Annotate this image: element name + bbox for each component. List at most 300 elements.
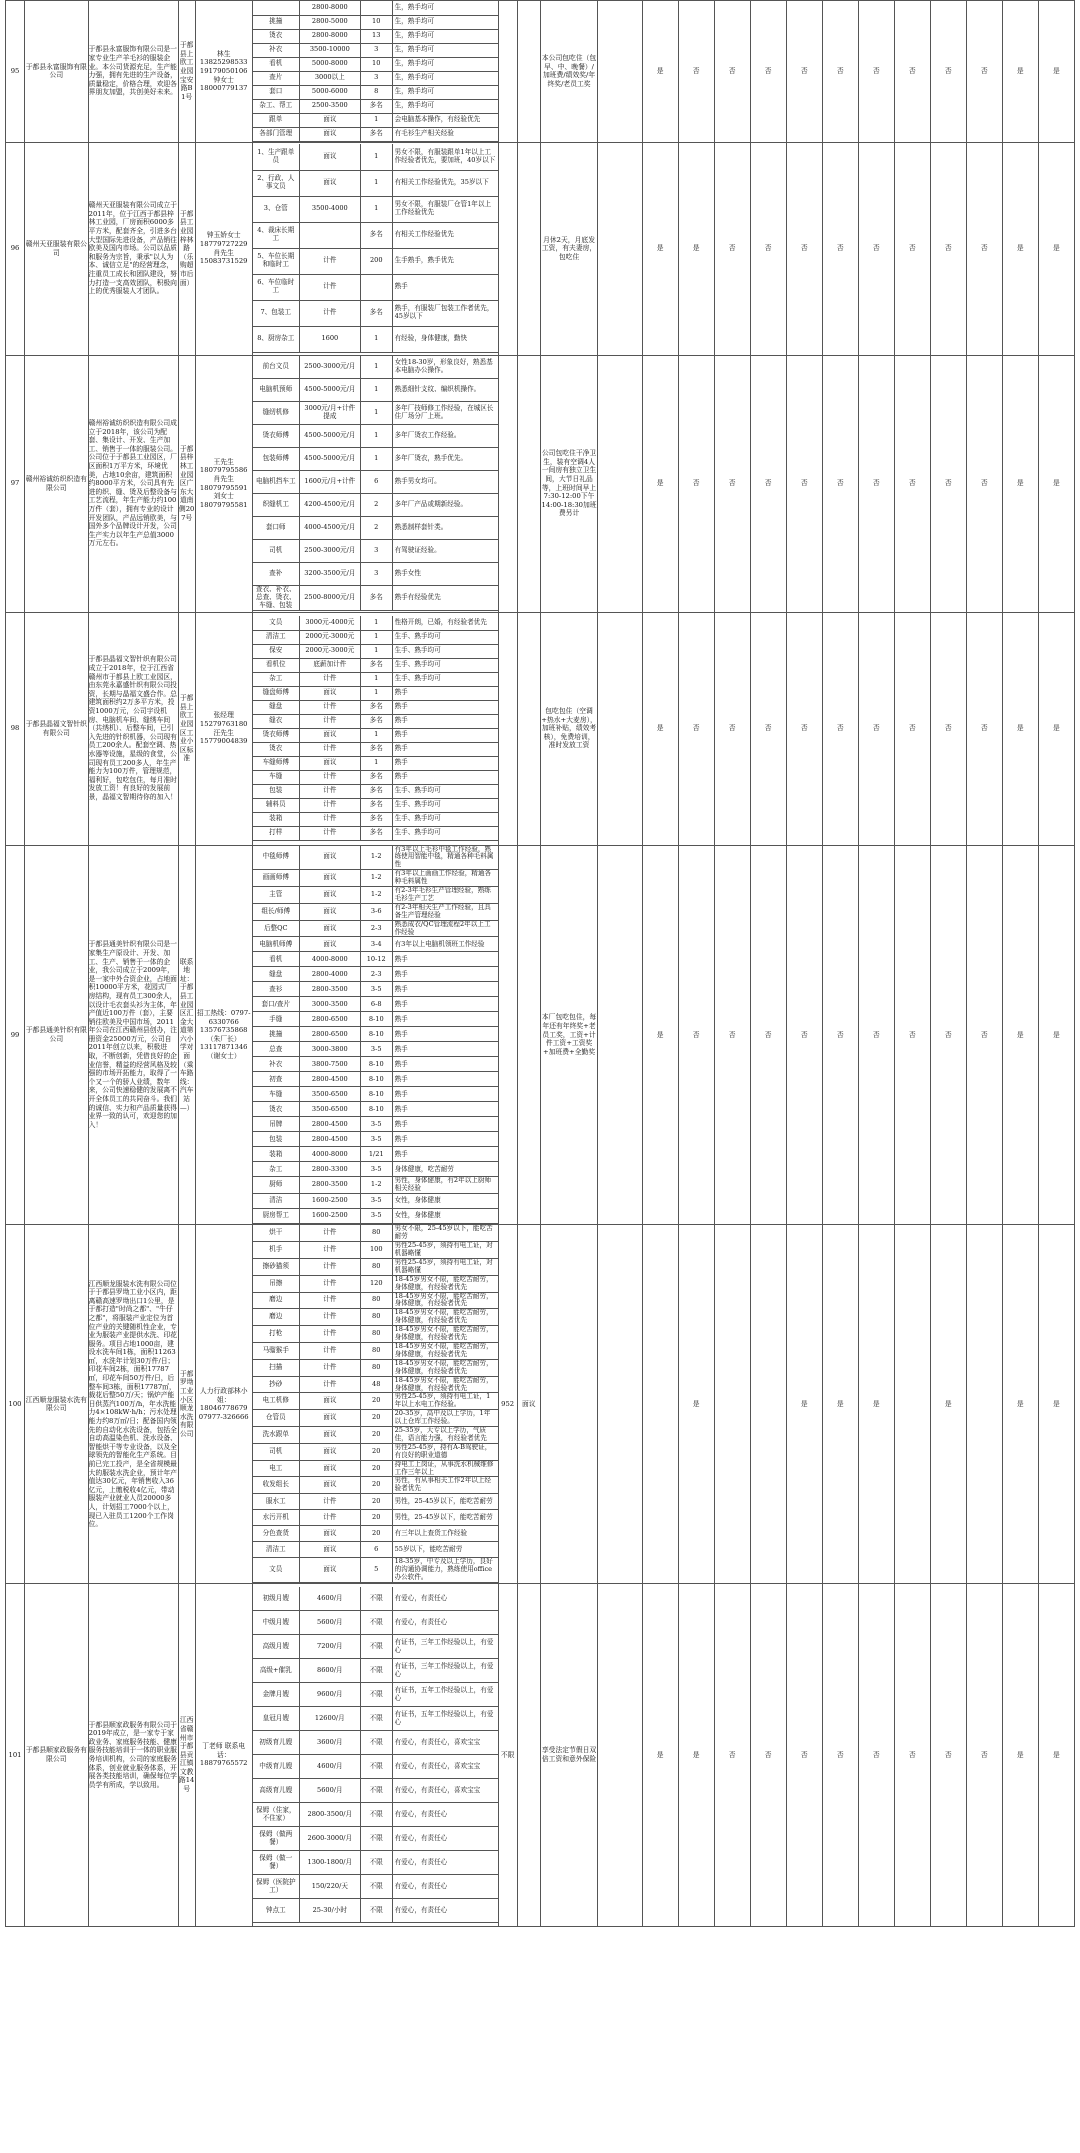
job-headcount: 多名 [360, 770, 392, 784]
flag-cell-5: 否 [786, 845, 822, 1225]
job-pay: 2500-8000元/月 [299, 586, 360, 611]
flag-cell-1: 是 [642, 1584, 678, 1927]
job-row [253, 1707, 498, 1731]
flag-cell-9: 否 [930, 355, 966, 612]
job-requirement: 有毛衫生产相关经验 [392, 127, 498, 141]
job-headcount: 10 [360, 57, 392, 71]
job-pay: 面议 [299, 113, 360, 127]
company-address: 于都县上欧工业园宝安路B1号 [178, 1, 195, 143]
job-requirement: 熟悉成衣/QC管理流程2年以上工作经验 [392, 920, 498, 937]
job-row [253, 1042, 498, 1057]
job-pay: 2600-3000/月 [299, 1827, 360, 1851]
job-pay: 7200/月 [299, 1635, 360, 1659]
flag-cell-5: 否 [786, 355, 822, 612]
job-headcount: 10 [360, 15, 392, 29]
job-pay: 计件 [299, 1359, 360, 1376]
job-title: 仓管员 [253, 1410, 299, 1427]
blank-column [598, 355, 642, 612]
welfare-benefits [540, 1225, 597, 1584]
job-row [253, 1611, 498, 1635]
job-title: 电工机修 [253, 1393, 299, 1410]
job-headcount: 不限 [360, 1875, 392, 1899]
job-list [252, 1, 498, 143]
job-title: 金牌月嫂 [253, 1683, 299, 1707]
job-row [253, 1012, 498, 1027]
job-pay: 面议 [299, 728, 360, 742]
job-title: 皇冠月嫂 [253, 1707, 299, 1731]
salary-note [517, 1, 540, 143]
job-pay: 25-30/小时 [299, 1899, 360, 1923]
job-row [253, 937, 498, 952]
job-title: 机手 [253, 1242, 299, 1259]
job-headcount: 不限 [360, 1587, 392, 1611]
job-requirement: 18-45岁男女不限，能吃苦耐劳，身体健康，有经验者优先 [392, 1309, 498, 1326]
job-row [253, 448, 498, 471]
job-requirement: 18-45岁男女不限，能吃苦耐劳，身体健康，有经验者优先 [392, 1359, 498, 1376]
job-pay: 2500-3000元/月 [299, 540, 360, 563]
job-requirement: 有3年以上画画工作经验，精通各种毛料属性 [392, 870, 498, 887]
job-requirement: 熟手 [392, 714, 498, 728]
job-requirement: 有驾驶证经验。 [392, 540, 498, 563]
job-requirement: 生，熟手均可 [392, 85, 498, 99]
job-row [253, 1427, 498, 1444]
job-pay: 计件 [299, 784, 360, 798]
company-intro: 赣州天亚服装有限公司成立于2011年，位于江西于都县梓林工业园，厂房面积6000多平方米，配套齐全，引进多台大型国际先进设备，产品销往欧美及国内市场。公司以品质和服务为宗旨，秉承"以人为本、诚信立足"的经营理念，注重员工成长和团队建设，努力打造一支高效团队，积极向上的优秀服装人才团队。 [88, 142, 178, 355]
job-row [253, 1162, 498, 1177]
job-title: 杂工 [253, 672, 299, 686]
job-title: 马骝猴手 [253, 1342, 299, 1359]
flag-cell-9: 否 [930, 142, 966, 355]
flag-cell-4: 否 [750, 845, 786, 1225]
job-pay: 5600/月 [299, 1779, 360, 1803]
job-title: 抄砂 [253, 1376, 299, 1393]
job-title: 看机位 [253, 658, 299, 672]
job-headcount: 80 [360, 1225, 392, 1241]
job-headcount: 3 [360, 43, 392, 57]
job-table [253, 846, 498, 1225]
company-intro: 江西顺龙服装水洗有限公司位于于都县罗坳工业小区内，距离赣高速罗坳出口1公里，是于都打造"时尚之都"、"牛仔之都"，将服装产业定位为首位产业的关键随机性企业，专业为服装产业提供水洗、印花服务。项目占地1000亩，建设水洗车间1栋，面积11263㎡，水洗年计划30万件/日；印花车间2栋，面积17787㎡，印花车间50万件/日，后整车间3栋，面积17787㎡，裁花后整50万/天；锅炉产能日供蒸汽100万/h，年水洗能力4×108kW·h/h；污水处理能力约8万㎡/日；配备国内领先的自动化水洗设备，包括全自动高温染色机、洗水设备、智能烘干等专业设备，以及全球领先的智能化生产系统。目前已完工投产，是全省规模最大的服装水洗企业，预计年产值达30亿元，年销售收入36亿元，上缴税收4亿元，带动服装产业就业人员20000多人，计划招工7000个以上，现已入驻员工1200个工作岗位。 [88, 1225, 178, 1584]
job-row [253, 870, 498, 887]
flag-cell-3: 否 [714, 142, 750, 355]
flag-cell-8: 否 [894, 142, 930, 355]
job-row [253, 1, 498, 15]
job-title: 2、行政、人事文员 [253, 170, 299, 196]
job-pay: 3500-6500 [299, 1102, 360, 1117]
job-row [253, 756, 498, 770]
job-title: 烫衣 [253, 742, 299, 756]
job-row [253, 1875, 498, 1899]
company-address: 于都县工业园梓林路（乐购超市后面） [178, 142, 195, 355]
job-pay: 2500-3000元/月 [299, 356, 360, 379]
job-requirement: 18-35岁，中专及以上学历，良好的沟通协调能力，熟练使用office办公软件。 [392, 1558, 498, 1583]
job-requirement: 生手、熟手均可 [392, 798, 498, 812]
blank-column [598, 1225, 642, 1584]
job-headcount: 3-5 [360, 1194, 392, 1209]
job-headcount [360, 274, 392, 300]
job-table [253, 144, 498, 353]
flag-cell-11: 是 [1002, 1584, 1038, 1927]
job-headcount: 1 [360, 448, 392, 471]
job-requirement: 多年厂烫衣工作经验。 [392, 425, 498, 448]
job-headcount: 1-2 [360, 870, 392, 887]
welfare-benefits: 月休2天，月底发工资，有夫妻房，包吃住 [540, 142, 597, 355]
job-pay: 计件 [299, 1510, 360, 1526]
job-pay: 2800-3500 [299, 1177, 360, 1194]
job-row [253, 1057, 498, 1072]
job-requirement: 18-45岁男女不限，能吃苦耐劳，身体健康，有经验者优先 [392, 1275, 498, 1292]
job-title: 初查 [253, 1072, 299, 1087]
job-title: 辅料员 [253, 798, 299, 812]
job-title: 手缝 [253, 1012, 299, 1027]
flag-cell-1: 是 [642, 355, 678, 612]
job-title: 打枪 [253, 1326, 299, 1343]
total-headcount [498, 142, 517, 355]
job-headcount: 2-3 [360, 967, 392, 982]
total-headcount [498, 612, 517, 845]
job-headcount: 不限 [360, 1635, 392, 1659]
job-pay: 9600/月 [299, 1683, 360, 1707]
job-list [252, 142, 498, 355]
job-requirement: 熟手有经验优先 [392, 586, 498, 611]
job-row [253, 1635, 498, 1659]
job-row [253, 29, 498, 43]
job-row [253, 1359, 498, 1376]
job-row [253, 1526, 498, 1542]
job-requirement: 熟手 [392, 274, 498, 300]
job-requirement: 18-45岁男女不限，能吃苦耐劳，身体健康，有经验者优先 [392, 1292, 498, 1309]
job-pay: 5600/月 [299, 1611, 360, 1635]
flag-cell-2: 否 [678, 1, 714, 143]
job-headcount: 多名 [360, 586, 392, 611]
job-row [253, 1326, 498, 1343]
job-row [253, 1072, 498, 1087]
job-pay: 面议 [299, 686, 360, 700]
job-row [253, 1899, 498, 1923]
job-pay: 计件 [299, 274, 360, 300]
job-row [253, 728, 498, 742]
job-row [253, 1194, 498, 1209]
job-requirement: 生，熟手均可 [392, 15, 498, 29]
job-title: 司机 [253, 1443, 299, 1460]
job-requirement: 有2-3年相关生产工作经验，且具备生产管理经验 [392, 903, 498, 920]
job-headcount: 80 [360, 1309, 392, 1326]
flag-cell-12: 是 [1038, 612, 1074, 845]
job-requirement: 男性，身体健康，有2年以上厨师相关经验 [392, 1177, 498, 1194]
job-headcount: 1 [360, 630, 392, 644]
job-row [253, 1209, 498, 1224]
job-title: 装箱 [253, 1147, 299, 1162]
job-title: 套口/查片 [253, 997, 299, 1012]
job-row [253, 997, 498, 1012]
job-title: 清洁 [253, 1194, 299, 1209]
company-row [6, 845, 1075, 1225]
blank-column [598, 1, 642, 143]
job-headcount: 8-10 [360, 1012, 392, 1027]
job-headcount: 多名 [360, 714, 392, 728]
job-row [253, 826, 498, 840]
job-requirement: 熟手 [392, 1132, 498, 1147]
company-name: 赣州天亚服装有限公司 [25, 142, 89, 355]
flag-cell-2: 是 [678, 142, 714, 355]
flag-cell-6: 否 [822, 142, 858, 355]
job-row [253, 1087, 498, 1102]
job-requirement: 男女不限，有服装厂仓管1年以上工作经验优先 [392, 196, 498, 222]
job-title: 3、仓管 [253, 196, 299, 222]
job-list [252, 355, 498, 612]
contact-info: 招工热线：0797-6330766 13576735868（朱厂长） 13117871346（谢女士） [195, 845, 252, 1225]
flag-cell-1: 是 [642, 612, 678, 845]
flag-cell-4: 否 [750, 1584, 786, 1927]
job-row [253, 1410, 498, 1427]
job-title: 打样 [253, 826, 299, 840]
flag-cell-7: 是 [858, 1225, 894, 1584]
job-headcount: 100 [360, 1242, 392, 1259]
flag-cell-4: 否 [750, 1, 786, 143]
job-pay: 2000元-3000元 [299, 630, 360, 644]
flag-cell-10 [966, 1225, 1002, 1584]
job-title: 洗水跟单 [253, 1427, 299, 1444]
job-headcount: 多名 [360, 812, 392, 826]
job-pay: 2800-6500 [299, 1012, 360, 1027]
job-headcount: 不限 [360, 1659, 392, 1683]
job-pay: 2800-3500/月 [299, 1803, 360, 1827]
job-table [253, 1225, 498, 1583]
job-row [253, 1477, 498, 1494]
contact-info: 人力行政部林小姐：18046778679 07977-326666 [195, 1225, 252, 1584]
job-title: 杂工 [253, 1162, 299, 1177]
company-name: 于都县永富服饰有限公司 [25, 1, 89, 143]
job-title: 包装 [253, 1132, 299, 1147]
job-title: 后整QC [253, 920, 299, 937]
job-row [253, 982, 498, 997]
job-row [253, 1851, 498, 1875]
welfare-benefits: 公司包吃住干净卫生，装有空调4人一间房有独立卫生间，大节日礼品等，上班时间早上7:30-12:00下午14:00-18:30加班费另计 [540, 355, 597, 612]
job-headcount: 80 [360, 1292, 392, 1309]
company-intro: 于都县通美针织有限公司是一家集生产原设计、开发、加工、生产、销售于一体的企业，我公司成立于2009年，是一家中外合资企业，占地面积10000平方米，花园式厂房结构，现有员工300余人，以设计毛衣套头衫为主体，年产值近100万件（套），主要销往欧美及中国市场，2011年公司在江西赣州县创办，注册资金25000万元，公司自2011年创立以来，积极进取，不断创新，凭借良好的企业信誉，精益的经营风格及较强的市场开拓能力，取得了一个又一个的骄人业绩，数年来，公司快速稳健的发展离不开全体员工的共同奋斗。我们的诚信、实力和产品质量获得业界一致的认可，欢迎您的加入！ [88, 845, 178, 1225]
job-row [253, 644, 498, 658]
job-title: 烫衣 [253, 29, 299, 43]
job-requirement: 男性，25-45岁以下，能吃苦耐劳 [392, 1510, 498, 1526]
job-title: 4、裁床长期工 [253, 222, 299, 248]
flag-cell-1: 是 [642, 142, 678, 355]
row-number: 97 [6, 355, 25, 612]
job-table [253, 1587, 498, 1924]
job-requirement: 生手、熟手均可 [392, 784, 498, 798]
job-pay: 计件 [299, 1342, 360, 1359]
job-headcount: 3 [360, 540, 392, 563]
flag-cell-2: 是 [678, 1225, 714, 1584]
job-row [253, 563, 498, 586]
job-requirement: 熟手 [392, 1012, 498, 1027]
job-requirement: 男性25-45岁，须持有电工证，对机器略懂 [392, 1242, 498, 1259]
job-headcount: 80 [360, 1258, 392, 1275]
job-title: 清洁工 [253, 630, 299, 644]
job-row [253, 700, 498, 714]
job-pay: 2800-8000 [299, 29, 360, 43]
company-address: 江西省赣州市于都县贡江镇文教路14号 [178, 1584, 195, 1927]
job-pay: 计件 [299, 300, 360, 326]
job-title: 电脑机预师 [253, 379, 299, 402]
job-headcount: 多名 [360, 742, 392, 756]
job-requirement: 有三年以上查货工作经验 [392, 1526, 498, 1542]
job-pay: 3500-10000 [299, 43, 360, 57]
job-headcount: 8-10 [360, 1072, 392, 1087]
job-title: 主管 [253, 887, 299, 904]
job-title: 收发组长 [253, 1477, 299, 1494]
flag-cell-6: 否 [822, 355, 858, 612]
job-title: 文员 [253, 616, 299, 630]
job-title: 包装 [253, 784, 299, 798]
recruitment-table-sheet [5, 0, 1075, 1927]
company-intro: 于都县顺家政服务有限公司于2019年成立，是一家专于家政业务、家庭服务技能、健康服务技能培训于一体的职业服务培训机构，公司的家庭服务体系，创业就业服务体系，开展各类技能培训，确保每位学员学有所成，学以致用。 [88, 1584, 178, 1927]
job-pay: 2000元-3000元 [299, 644, 360, 658]
job-row [253, 1755, 498, 1779]
job-row [253, 920, 498, 937]
job-pay: 2800-4500 [299, 1132, 360, 1147]
job-title: 电工 [253, 1460, 299, 1477]
job-title: 扫描 [253, 1359, 299, 1376]
job-pay: 计件 [299, 1275, 360, 1292]
job-headcount: 8-10 [360, 1057, 392, 1072]
job-row [253, 57, 498, 71]
flag-cell-10: 否 [966, 1, 1002, 143]
job-table [253, 616, 498, 841]
company-name: 于都县晶福文智针织有限公司 [25, 612, 89, 845]
job-title: 5、车位长期和临时工 [253, 248, 299, 274]
flag-cell-10: 否 [966, 612, 1002, 845]
flag-cell-2: 否 [678, 612, 714, 845]
salary-note: 面议 [517, 1225, 540, 1584]
job-row [253, 196, 498, 222]
job-headcount: 80 [360, 1326, 392, 1343]
job-pay: 面议 [299, 1443, 360, 1460]
job-title: 高级育儿嫂 [253, 1779, 299, 1803]
job-row [253, 1309, 498, 1326]
flag-cell-4: 否 [750, 355, 786, 612]
flag-cell-5: 否 [786, 1584, 822, 1927]
flag-cell-9: 否 [930, 612, 966, 845]
job-requirement: 有证书，三年工作经验以上，有爱心 [392, 1635, 498, 1659]
job-title: 保姆（做一餐） [253, 1851, 299, 1875]
job-row [253, 1147, 498, 1162]
job-list [252, 845, 498, 1225]
flag-cell-8: 否 [894, 845, 930, 1225]
job-headcount: 1 [360, 728, 392, 742]
job-row [253, 784, 498, 798]
job-requirement: 有爱心，有责任心 [392, 1851, 498, 1875]
blank-column [598, 845, 642, 1225]
job-row [253, 300, 498, 326]
job-row [253, 356, 498, 379]
job-title: 保安 [253, 644, 299, 658]
job-requirement: 有证书，三年工作经验以上，有爱心 [392, 1659, 498, 1683]
job-headcount: 3 [360, 71, 392, 85]
job-requirement: 熟悉制样套针类。 [392, 517, 498, 540]
contact-info: 张经理 15279763180 汪先生 15779004839 [195, 612, 252, 845]
flag-cell-1: 是 [642, 1, 678, 143]
salary-note [517, 612, 540, 845]
job-requirement: 熟手 [392, 1087, 498, 1102]
job-requirement: 生手、熟手均可 [392, 644, 498, 658]
job-pay: 1600-2500 [299, 1209, 360, 1224]
flag-cell-6: 否 [822, 612, 858, 845]
flag-cell-11: 是 [1002, 142, 1038, 355]
total-headcount [498, 845, 517, 1225]
job-pay: 3000以上 [299, 71, 360, 85]
salary-note [517, 355, 540, 612]
job-pay: 计件 [299, 700, 360, 714]
job-headcount: 6 [360, 1542, 392, 1558]
job-title: 6、车位临时工 [253, 274, 299, 300]
job-row [253, 1275, 498, 1292]
job-headcount: 20 [360, 1526, 392, 1542]
job-requirement: 18-45岁男女不限，能吃苦耐劳，身体健康，有经验者优先 [392, 1342, 498, 1359]
job-pay: 3600/月 [299, 1731, 360, 1755]
job-row [253, 1393, 498, 1410]
job-requirement: 熟手 [392, 982, 498, 997]
job-headcount: 多名 [360, 99, 392, 113]
job-row [253, 274, 498, 300]
job-title: 查衫 [253, 982, 299, 997]
contact-info: 钟玉娇女士 18779727229 肖先生 15083731529 [195, 142, 252, 355]
job-title: 磨边 [253, 1292, 299, 1309]
job-requirement: 熟手 [392, 1147, 498, 1162]
job-title: 车缝 [253, 1087, 299, 1102]
job-row [253, 248, 498, 274]
job-headcount: 多名 [360, 222, 392, 248]
job-title: 跟单 [253, 113, 299, 127]
job-pay: 计件 [299, 1242, 360, 1259]
job-row [253, 1510, 498, 1526]
flag-cell-9: 否 [930, 1, 966, 143]
flag-cell-10: 否 [966, 1584, 1002, 1927]
job-requirement: 有相关工作经验优先，35岁以下 [392, 170, 498, 196]
flag-cell-2: 否 [678, 355, 714, 612]
job-title: 缝盘师傅 [253, 686, 299, 700]
job-title: 1、生产跟单员 [253, 144, 299, 170]
job-pay: 4000-4500元/月 [299, 517, 360, 540]
flag-cell-12: 是 [1038, 142, 1074, 355]
job-title: 烘干 [253, 1225, 299, 1241]
job-headcount: 不限 [360, 1851, 392, 1875]
job-requirement: 男性，有从事相关工作2年以上经验者优先 [392, 1477, 498, 1494]
flag-cell-6: 否 [822, 1, 858, 143]
job-requirement: 生，熟手均可 [392, 43, 498, 57]
job-pay: 2800-8000 [299, 1, 360, 15]
job-row [253, 222, 498, 248]
job-requirement: 身体健康，吃苦耐劳 [392, 1162, 498, 1177]
job-pay: 面议 [299, 170, 360, 196]
job-title: 8、厨房杂工 [253, 326, 299, 352]
job-requirement: 有爱心，有责任心 [392, 1827, 498, 1851]
job-title: 前台文员 [253, 356, 299, 379]
job-pay: 2800-3500 [299, 982, 360, 997]
job-title: 挑撞 [253, 15, 299, 29]
job-requirement: 生，熟手均可 [392, 57, 498, 71]
job-row [253, 1779, 498, 1803]
job-title: 各部门管理 [253, 127, 299, 141]
job-headcount: 1 [360, 672, 392, 686]
flag-cell-9: 否 [930, 1584, 966, 1927]
job-headcount: 1-2 [360, 846, 392, 870]
flag-cell-10: 否 [966, 142, 1002, 355]
job-title: 擦砂猫须 [253, 1258, 299, 1275]
job-requirement: 生，熟手均可 [392, 1, 498, 15]
job-row [253, 1292, 498, 1309]
job-requirement: 熟手 [392, 742, 498, 756]
job-requirement: 生手、熟手均可 [392, 672, 498, 686]
job-title: 清洁工 [253, 1542, 299, 1558]
